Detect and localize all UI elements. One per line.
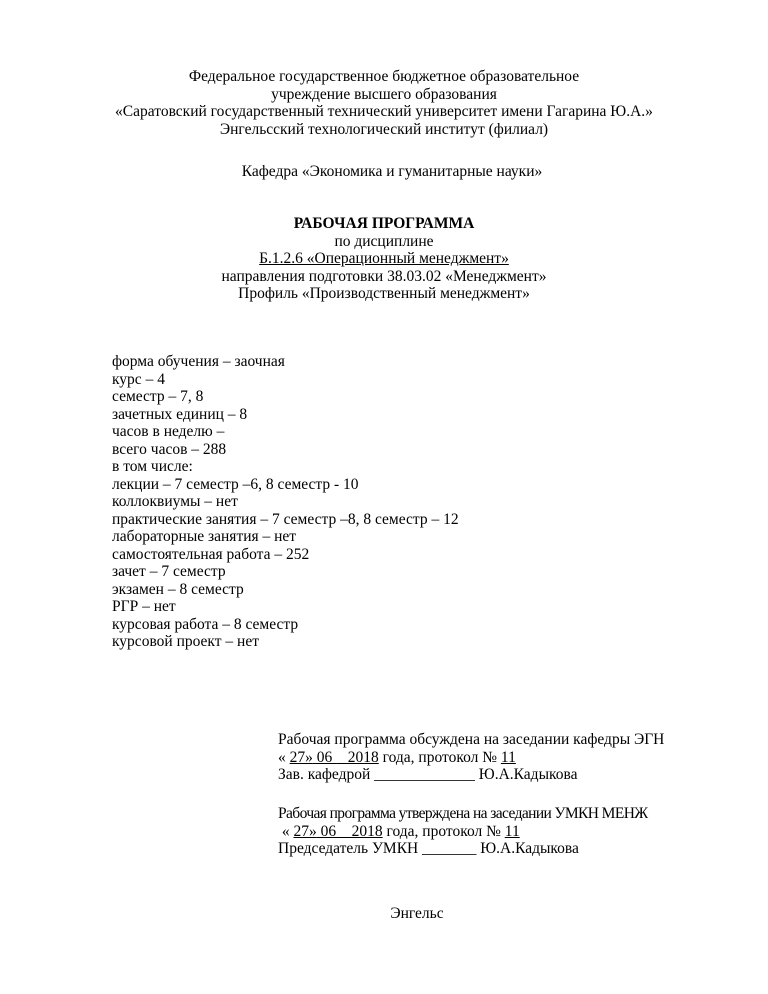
param-line: семестр – 7, 8 <box>112 388 204 405</box>
param-line: РГР – нет <box>112 598 176 615</box>
approval-text: Рабочая программа обсуждена на заседании кафедры ЭГН <box>278 731 665 748</box>
department-name: Кафедра «Экономика и гуманитарные науки» <box>241 163 543 180</box>
header-line-4: Энгельсский технологический институт (филиал) <box>219 120 549 138</box>
umkn-chair-signature: Председатель УМКН _______ Ю.А.Кадыкова <box>278 840 579 857</box>
param-line: часов в неделю – <box>112 423 225 440</box>
protocol-text: года, протокол № <box>382 822 505 840</box>
date-open: « <box>278 748 290 766</box>
program-subtitle: по дисциплине <box>334 232 434 250</box>
program-title: РАБОЧАЯ ПРОГРАММА <box>293 215 475 232</box>
program-direction: направления подготовки 38.03.02 «Менеджмент» <box>221 267 547 285</box>
protocol-number: 11 <box>500 748 516 766</box>
document-header <box>0 68 768 138</box>
header-line-1: Федеральное государственное бюджетное образовательное <box>188 68 580 85</box>
header-line-3: «Саратовский государственный технический университет имени Гагарина Ю.А.» <box>115 103 653 120</box>
param-line: курс – 4 <box>112 370 165 388</box>
protocol-text: года, протокол № <box>378 748 501 766</box>
param-line: курсовой проект – нет <box>112 633 259 650</box>
date-year: 2018 <box>340 822 383 840</box>
param-line: форма обучения – заочная <box>112 353 285 370</box>
discipline-name: Б.1.2.6 «Операционный менеджмент» <box>259 250 509 267</box>
date-month: 06 <box>316 822 340 840</box>
approval-date-line <box>278 823 648 841</box>
city-name: Энгельс <box>390 905 444 922</box>
protocol-number: 11 <box>504 822 520 840</box>
department-approval <box>278 731 664 784</box>
date-open: « <box>278 822 294 840</box>
param-line: в том числе: <box>112 458 193 475</box>
approval-date-line <box>278 749 664 767</box>
date-day: 27» <box>293 822 317 840</box>
umkn-approval <box>278 805 648 858</box>
program-profile: Профиль «Производственный менеджмент» <box>238 285 530 302</box>
param-line: коллоквиумы – нет <box>112 493 238 510</box>
course-parameters <box>112 353 459 651</box>
date-year: 2018 <box>336 748 379 766</box>
param-line: лекции – 7 семестр –6, 8 семестр - 10 <box>112 475 359 493</box>
date-month: 06 <box>312 748 337 766</box>
param-line: самостоятельная работа – 252 <box>112 545 310 563</box>
program-block <box>0 215 768 303</box>
header-line-2: учреждение высшего образования <box>271 85 497 103</box>
param-line: курсовая работа – 8 семестр <box>112 615 299 633</box>
date-day: 27» <box>289 748 313 766</box>
param-line: всего часов – 288 <box>112 440 227 458</box>
param-line: практические занятия – 7 семестр –8, 8 семестр – 12 <box>112 510 459 528</box>
param-line: лабораторные занятия – нет <box>112 528 297 545</box>
approval-text: Рабочая программа утверждена на заседании УМКН МЕНЖ <box>278 805 648 822</box>
param-line: зачет – 7 семестр <box>112 563 226 580</box>
department-head-signature: Зав. кафедрой _____________ Ю.А.Кадыкова <box>278 766 578 783</box>
param-line: зачетных единиц – 8 <box>112 405 248 423</box>
param-line: экзамен – 8 семестр <box>112 580 244 598</box>
